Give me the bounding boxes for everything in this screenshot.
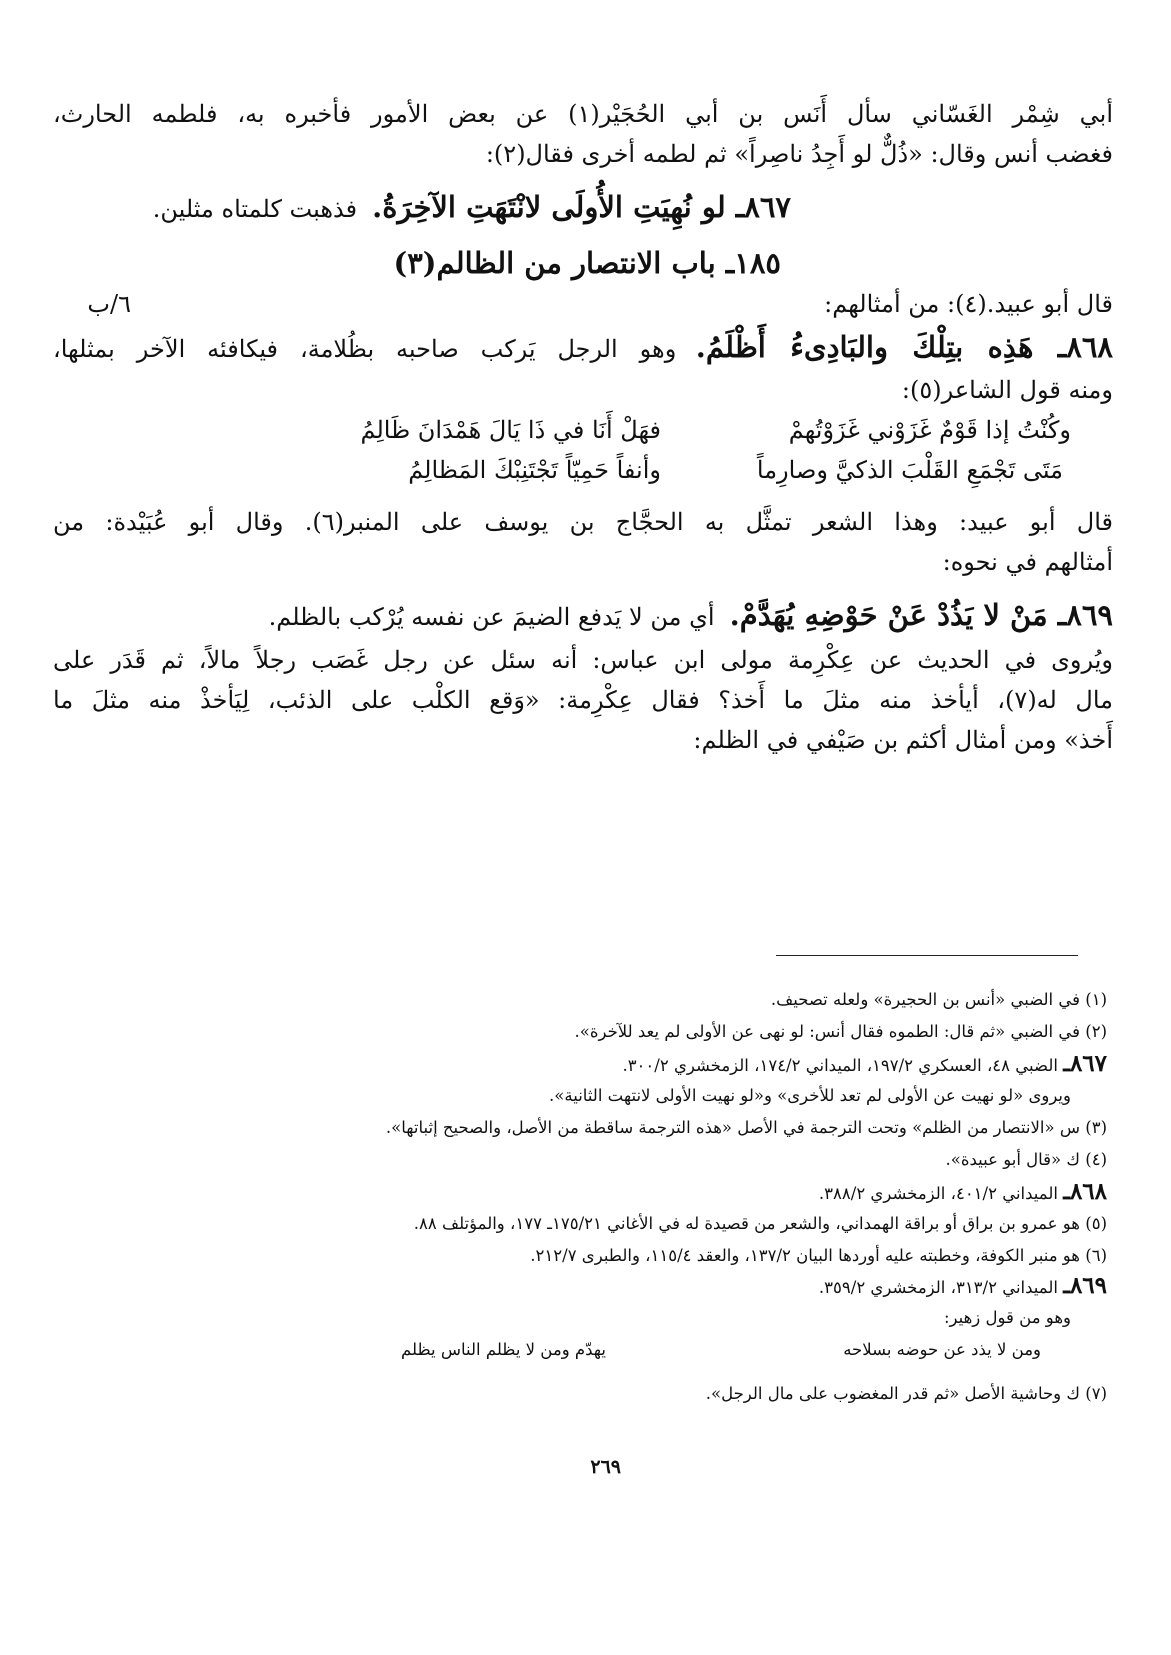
- footnote-1: (١) في الضبي «أنس بن الحجيرة» ولعله تصحيف.: [770, 990, 1107, 1009]
- text-line-2: فغضب أنس وقال: «ذُلٌّ لو أَجِدُ ناصِراً» ثم لطمه أخرى فقال(٢):: [485, 140, 1113, 168]
- reference-869-number: ٨٦٩ـ: [1063, 1272, 1107, 1299]
- footnote-6: (٦) هو منبر الكوفة، وخطبته عليه أوردها البيان ١٣٧/٢، والعقد ١١٥/٤، والطبرى ٢١٢/٧.: [530, 1246, 1107, 1265]
- text-nahwih: أمثالهم في نحوه:: [942, 548, 1113, 576]
- footnote-7: (٧) ك وحاشية الأصل «ثم قدر المغضوب على مال الرجل».: [705, 1384, 1107, 1403]
- text-line-1: أبي شِمْر الغَسّاني سأل أَنَس بن أبي الحُجَيْر(١) عن بعض الأمور فأخبره به، فلطمه الحارث،: [53, 100, 1113, 128]
- reference-867: [622, 1050, 1107, 1077]
- footnote-4: (٤) ك «قال أبو عبيدة».: [945, 1150, 1107, 1169]
- verse-2-left: وأنفاً حَمِيّاً تَجْتَنِبْكَ المَظالِمُ: [408, 456, 661, 484]
- text-ikrima-1: ويُروى في الحديث عن عِكْرِمة مولى ابن عباس: أنه سئل عن رجل غَصَب رجلاً مالاً، ثم قَدَر على: [53, 646, 1113, 674]
- zuhair-verse-right: ومن لا يذد عن حوضه بسلاحه: [843, 1340, 1041, 1359]
- text-poet-intro: ومنه قول الشاعر(٥):: [901, 376, 1113, 404]
- proverb-869-row: [269, 598, 1113, 632]
- reference-867-note: ويروى «لو نهيت عن الأولى لم تعد للأخرى» و«لو نهيت الأولى لانتهت الثانية».: [549, 1086, 1071, 1105]
- reference-868-number: ٨٦٨ـ: [1063, 1178, 1107, 1205]
- proverb-867-note: فذهبت كلمتاه مثلين.: [152, 195, 358, 223]
- proverb-868-row: [53, 330, 1113, 364]
- footnote-3: (٣) س «الانتصار من الظلم» وتحت الترجمة في الأصل «هذه الترجمة ساقطة من الأصل، والصحيح إثباتها».: [385, 1118, 1107, 1137]
- verse-1-left: فهَلْ أَنَا في ذَا يَالَ هَمْدَانَ ظَالِمُ: [360, 416, 661, 444]
- reference-867-text: الضبي ٤٨، العسكري ١٩٧/٢، الميداني ١٧٤/٢، الزمخشري ٣٠٠/٢.: [622, 1056, 1058, 1075]
- proverb-867-row: [153, 190, 791, 224]
- proverb-868: ٨٦٨ـ هَذِه بتِلْكَ والبَادِىءُ أَظْلَمُ.: [695, 330, 1114, 364]
- footnote-5: (٥) هو عمرو بن براق أو براقة الهمداني، والشعر من قصيدة له في الأغاني ١٧٥/٢١ـ ١٧٧، والمؤتلف ٨٨.: [413, 1214, 1107, 1233]
- reference-867-number: ٨٦٧ـ: [1063, 1050, 1107, 1077]
- page-number: ٢٦٩: [590, 1456, 621, 1478]
- proverb-868-note: وهو الرجل يَركب صاحبه بظُلامة، فيكافئه الآخر بمثلها،: [53, 335, 677, 363]
- chapter-heading: ١٨٥ـ باب الانتصار من الظالم(٣): [393, 246, 781, 280]
- reference-869-text: الميداني ٣١٣/٢، الزمخشري ٣٥٩/٢.: [818, 1278, 1058, 1297]
- footnote-separator: [776, 955, 1078, 956]
- proverb-869-note: أي من لا يَدفع الضيمَ عن نفسه يُرْكب بالظلم.: [268, 603, 715, 631]
- proverb-867: ٨٦٧ـ لو نُهِيَتِ الأُولَى لانْتَهَتِ الآخِرَةُ.: [372, 190, 791, 224]
- reference-868-text: الميداني ٤٠١/٢، الزمخشري ٣٨٨/٢.: [818, 1184, 1058, 1203]
- reference-869: [819, 1272, 1107, 1299]
- verse-2-right: مَتَى تَجْمَعِ القَلْبَ الذكيَّ وصارِماً: [756, 456, 1063, 484]
- text-ikrima-2: مال له(٧)، أيأخذ منه مثلَ ما أَخذ؟ فقال عِكْرِمة: «وَقع الكلْب على الذئب، لِيَأخذْ منه مثلَ ما: [53, 686, 1114, 714]
- reference-868: [819, 1178, 1107, 1205]
- margin-folio-note: ٦/ب: [87, 290, 131, 318]
- footnote-2: (٢) في الضبي «ثم قال: الطموه فقال أنس: لو نهى عن الأولى لم يعد للآخرة».: [574, 1022, 1107, 1041]
- text-abu-ubaid: قال أبو عبيد.(٤): من أمثالهم:: [824, 290, 1113, 318]
- text-hajjaj: قال أبو عبيد: وهذا الشعر تمثَّل به الحجَّاج بن يوسف على المنبر(٦). وقال أبو عُبَيْدة: من: [53, 508, 1113, 536]
- text-ikrima-3: أَخذ» ومن أمثال أكثم بن صَيْفي في الظلم:: [693, 726, 1113, 754]
- reference-869-note: وهو من قول زهير:: [943, 1308, 1071, 1327]
- proverb-869: ٨٦٩ـ مَنْ لا يَذُدْ عَنْ حَوْضِهِ يُهَدَّمْ.: [729, 598, 1113, 632]
- zuhair-verse-left: يهدّم ومن لا يظلم الناس يظلم: [401, 1340, 606, 1359]
- verse-1-right: وكُنْتُ إذا قَوْمٌ غَزَوْني غَزَوْتُهمْ: [788, 416, 1071, 444]
